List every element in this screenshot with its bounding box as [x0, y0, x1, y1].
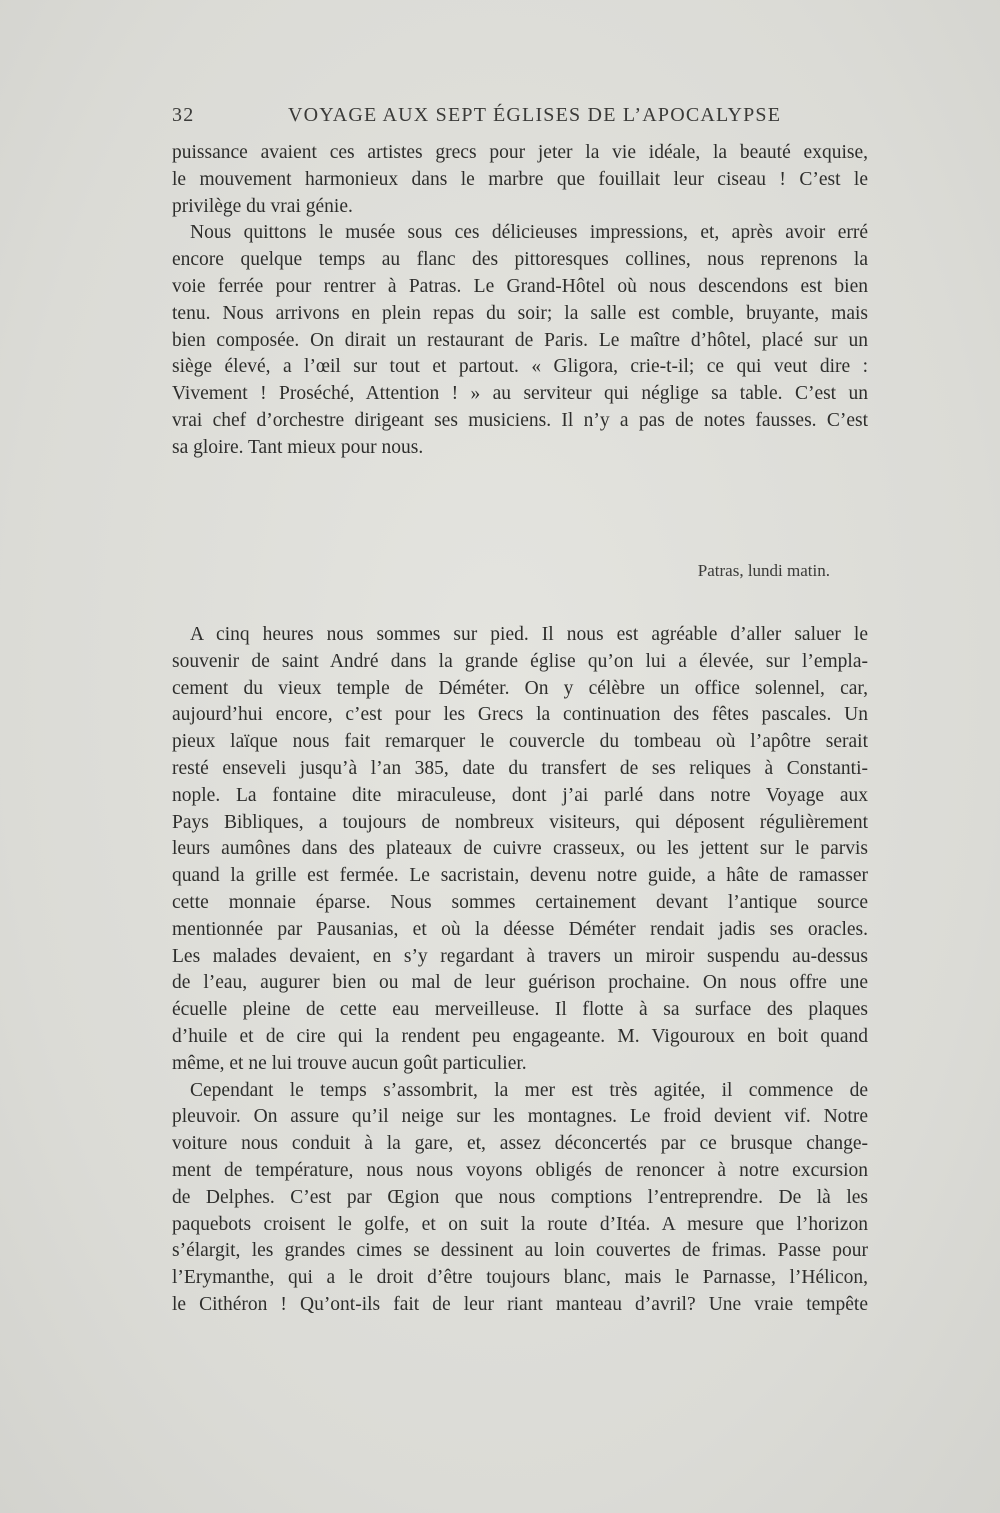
text-section-2 — [172, 622, 868, 1319]
text-line: s’élargit, les grandes cimes se dessinent au loin couvertes de frimas. Passe pour — [172, 1240, 868, 1262]
text-line: mentionnée par Pausanias, et où la déesse Déméter rendait jadis ses oracles. — [172, 918, 868, 940]
text-line: sa gloire. Tant mieux pour nous. — [172, 436, 424, 458]
text-line: Vivement ! Proséché, Attention ! » au serviteur qui néglige sa table. C’est un — [172, 383, 868, 405]
text-line: pieux laïque nous fait remarquer le couvercle du tombeau où l’apôtre serait — [172, 731, 868, 753]
text-line: Nous quittons le musée sous ces délicieuses impressions, et, après avoir erré — [190, 222, 868, 244]
text-line: écuelle pleine de cette eau merveilleuse. Il flotte à sa surface des plaques — [172, 999, 868, 1021]
text-line: aujourd’hui encore, c’est pour les Grecs la continuation des fêtes pascales. Un — [172, 704, 868, 726]
dateline: Patras, lundi matin. — [697, 561, 830, 580]
text-line: souvenir de saint André dans la grande église qu’on lui a élevée, sur l’empla- — [172, 650, 868, 672]
text-line: quand la grille est fermée. Le sacristain, devenu notre guide, a hâte de ramasser — [172, 865, 868, 887]
text-line: paquebots croisent le golfe, et on suit la route d’Itéa. A mesure que l’horizon — [172, 1213, 868, 1235]
text-line: Cependant le temps s’assombrit, la mer est très agitée, il commence de — [190, 1079, 868, 1101]
text-line: vrai chef d’orchestre dirigeant ses musiciens. Il n’y a pas de notes fausses. C’est — [172, 409, 868, 431]
text-line: Pays Bibliques, a toujours de nombreux visiteurs, qui déposent régulièrement — [172, 811, 868, 833]
text-line: leurs aumônes dans des plateaux de cuivre crasseux, ou les jettent sur le parvis — [172, 838, 868, 860]
text-line: A cinq heures nous sommes sur pied. Il nous est agréable d’aller saluer le — [190, 624, 868, 645]
text-section-1 — [172, 140, 868, 462]
text-line: bien composée. On dirait un restaurant de Paris. Le maître d’hôtel, placé sur un — [172, 329, 868, 351]
text-line: resté enseveli jusqu’à l’an 385, date du transfert de ses reliques à Constanti- — [172, 757, 868, 779]
text-line: de l’eau, augurer bien ou mal de leur guérison prochaine. On nous offre une — [172, 972, 868, 994]
text-line: d’huile et de cire qui la rendent peu engageante. M. Vigouroux en boit quand — [172, 1025, 868, 1047]
text-line: pleuvoir. On assure qu’il neige sur les montagnes. Le froid devient vif. Notre — [172, 1106, 868, 1128]
text-line: privilège du vrai génie. — [172, 195, 353, 217]
text-line: Les malades devaient, en s’y regardant à travers un miroir suspendu au-dessus — [172, 945, 868, 967]
text-line: cette monnaie éparse. Nous sommes certainement devant l’antique source — [172, 891, 868, 913]
text-line: le mouvement harmonieux dans le marbre que fouillait leur ciseau ! C’est le — [172, 168, 868, 190]
text-line: de Delphes. C’est par Œgion que nous comptions l’entreprendre. De là les — [172, 1186, 868, 1208]
text-line: le Cithéron ! Qu’ont-ils fait de leur riant manteau d’avril? Une vraie tempête — [172, 1293, 868, 1315]
page-number: 32 — [172, 104, 195, 126]
running-title: VOYAGE AUX SEPT ÉGLISES DE L’APOCALYPSE — [288, 104, 782, 126]
text-line: siège élevé, a l’œil sur tout et partout. « Gligora, crie-t-il; ce qui veut dire : — [172, 356, 868, 378]
text-line: tenu. Nous arrivons en plein repas du soir; la salle est comble, bruyante, mais — [172, 302, 868, 324]
text-line: même, et ne lui trouve aucun goût particulier. — [172, 1052, 527, 1074]
text-line: nople. La fontaine dite miraculeuse, dont j’ai parlé dans notre Voyage aux — [172, 784, 868, 806]
text-line: cement du vieux temple de Déméter. On y célèbre un office solennel, car, — [172, 677, 868, 699]
text-line: ment de température, nous nous voyons obligés de renoncer à notre excursion — [172, 1159, 868, 1181]
text-line: voie ferrée pour rentrer à Patras. Le Grand-Hôtel où nous descendons est bien — [172, 275, 868, 297]
text-line: l’Erymanthe, qui a le droit d’être toujours blanc, mais le Parnasse, l’Hélicon, — [172, 1267, 868, 1289]
page-header — [172, 104, 872, 134]
text-line: encore quelque temps au flanc des pittoresques collines, nous reprenons la — [172, 249, 868, 271]
text-line: voiture nous conduit à la gare, et, assez déconcertés par ce brusque change- — [172, 1133, 868, 1155]
text-line: puissance avaient ces artistes grecs pour jeter la vie idéale, la beauté exquise, — [172, 142, 868, 163]
